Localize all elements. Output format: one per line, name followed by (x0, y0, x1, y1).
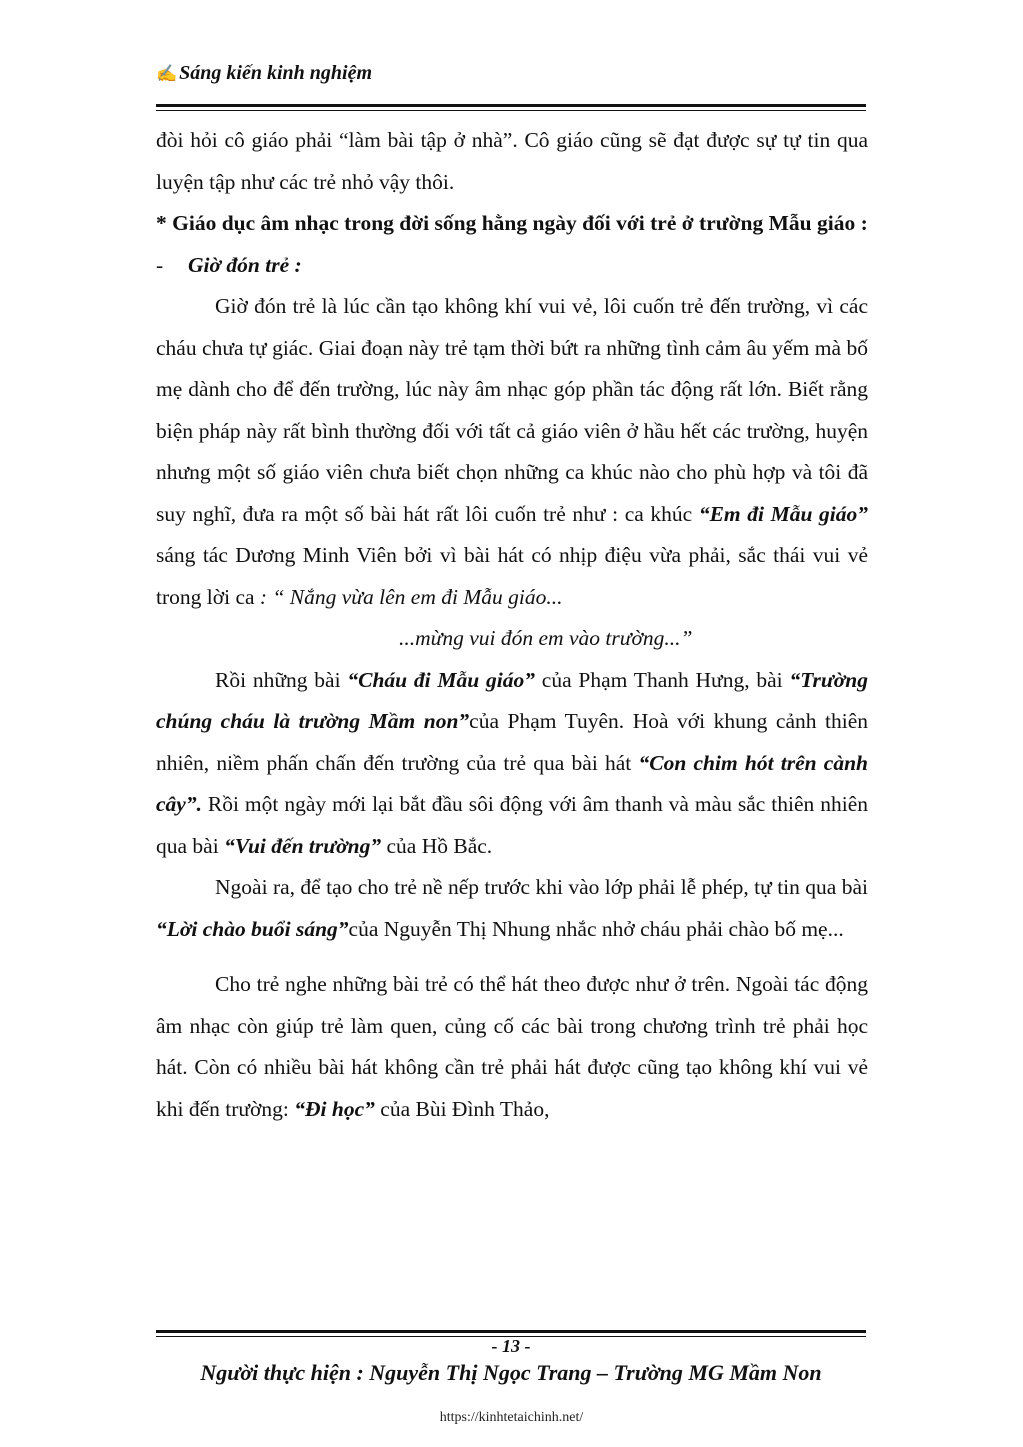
song-title-chau-di-mau-giao: “Cháu đi Mẫu giáo” (347, 667, 536, 692)
list-dash: - (156, 252, 164, 277)
footer-author: Người thực hiện : Nguyễn Thị Ngọc Trang – Trường MG Mầm Non (200, 1360, 822, 1385)
footer-rule-thick (156, 1330, 866, 1333)
paragraph-3-text-c: của Phạm Tuyên. Hoà với khung cảnh thiên nhiên, niềm phấn chấn đến trường của trẻ qua bài hát (156, 709, 869, 775)
paragraph-1-text: đòi hỏi cô giáo phải “làm bài tập ở nhà”. Cô giáo cũng sẽ đạt được sự tự tin qua luyện tập như các trẻ nhỏ vậy thôi. (156, 128, 868, 194)
subsection-heading (156, 245, 868, 287)
header-title: Sáng kiến kinh nghiệm (179, 62, 373, 84)
paragraph-4-text-a: Ngoài ra, để tạo cho trẻ nề nếp trước khi vào lớp phải lễ phép, tự tin qua bài (215, 875, 868, 899)
paragraph-2 (156, 286, 868, 618)
song-title-con-chim-hot: “Con chim hót trên cành cây”. (156, 750, 868, 816)
song-title-vui-den-truong: “Vui đến trường” (224, 833, 382, 858)
writing-hand-icon: ✍ (156, 64, 178, 83)
paragraph-gap (156, 950, 868, 964)
paragraph-1 (156, 120, 868, 203)
section-heading: * Giáo dục âm nhạc trong đời sống hằng ngày đối với trẻ ở trường Mẫu giáo : (156, 211, 868, 235)
paragraph-2-text-b: sáng tác Dương Minh Viên bởi vì bài hát có nhịp điệu vừa phải, sắc thái vui vẻ trong lời ca (156, 543, 868, 609)
paragraph-5-text-a: Cho trẻ nghe những bài trẻ có thể hát theo được như ở trên. Ngoài tác động âm nhạc còn giúp trẻ làm quen, củng cố các bài trong chương trình trẻ phải học hát. Còn có nhiều bài hát không cần trẻ phải hát được cũng tạo không khí vui vẻ khi đến trường: (156, 972, 868, 1121)
song-title-loi-chao-buoi-sang: “Lời chào buổi sáng” (156, 916, 349, 941)
paragraph-3-text-a: Rồi những bài (215, 667, 348, 692)
page-header (156, 62, 866, 85)
page-number: - 13 - (491, 1336, 531, 1356)
header-rule-thin (156, 110, 866, 111)
lyrics-quote-2: ...mừng vui đón em vào trường...” (399, 626, 693, 650)
paragraph-4-text-b: của Nguyễn Thị Nhung nhắc nhở cháu phải chào bố mẹ... (348, 916, 844, 941)
subsection-title: Giờ đón trẻ : (188, 252, 302, 277)
paragraph-4 (156, 867, 868, 950)
paragraph-2-text-a: Giờ đón trẻ là lúc cần tạo không khí vui vẻ, lôi cuốn trẻ đến trường, vì các cháu chưa tự giác. Giai đoạn này trẻ tạm thời bứt ra những tình cảm âu yếm mà bố mẹ dành cho để đến trường, lúc này âm nhạc góp phần tác động rất lớn. Biết rằng biện pháp này rất bình thường đối với tất cả giáo viên ở hầu hết các trường, huyện nhưng một số giáo viên chưa biết chọn những ca khúc nào cho phù hợp và tôi đã suy nghĩ, đưa ra một số bài hát rất lôi cuốn trẻ như : ca khúc (156, 294, 868, 526)
song-title-di-hoc: “Đi học” (294, 1096, 375, 1121)
paragraph-3-text-e: của Hồ Bắc. (381, 833, 493, 858)
paragraph-3-text-d: Rồi một ngày mới lại bắt đầu sôi động với âm thanh và màu sắc thiên nhiên qua bài (156, 792, 868, 858)
paragraph-3 (156, 660, 868, 868)
song-title-em-di-mau-giao: “Em đi Mẫu giáo” (698, 501, 868, 526)
paragraph-5 (156, 964, 868, 1130)
paragraph-3-text-b: của Phạm Thanh Hưng, bài (535, 667, 790, 692)
source-url: https://kinhtetaichinh.net/ (439, 1410, 584, 1425)
lyrics-quote-1: : “ Nắng vừa lên em đi Mẫu giáo... (254, 584, 563, 609)
document-body (156, 120, 868, 1130)
paragraph-5-text-b: của Bùi Đình Thảo, (374, 1096, 550, 1121)
header-rule-thick (156, 104, 866, 107)
song-title-truong-chung-chau: “Trường chúng cháu là trường Mầm non” (156, 667, 869, 733)
